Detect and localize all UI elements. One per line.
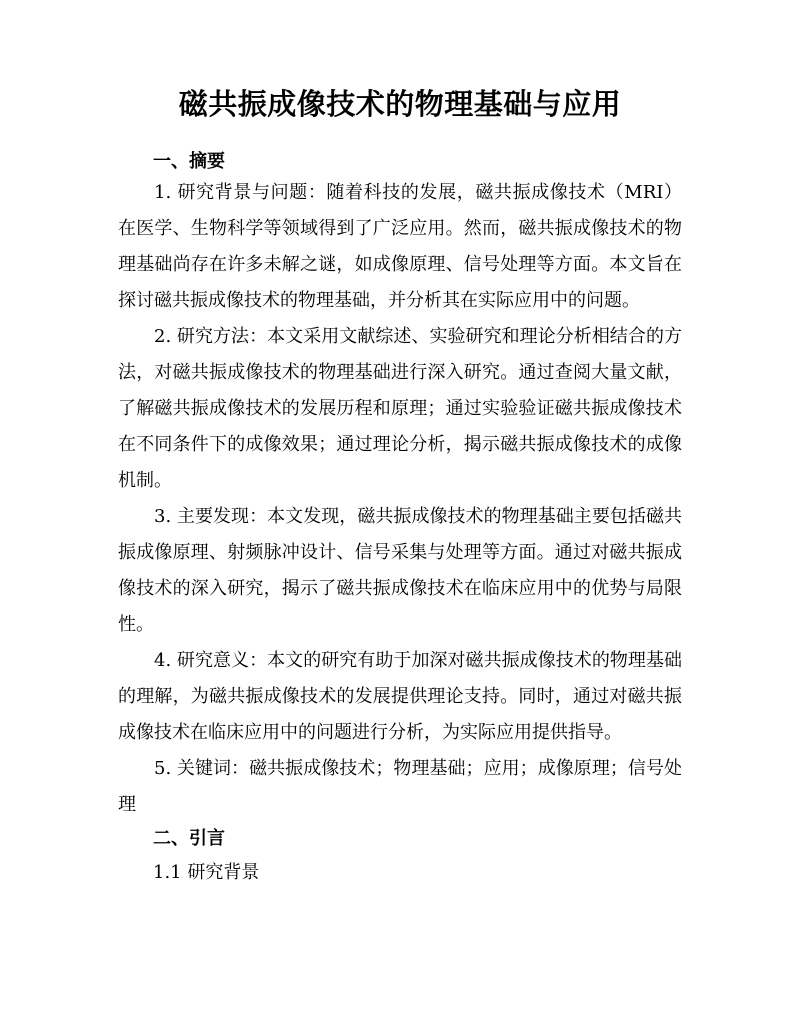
abstract-paragraph-findings: 3. 主要发现：本文发现，磁共振成像技术的物理基础主要包括磁共振成像原理、射频脉冲设计、信号采集与处理等方面。通过对磁共振成像技术的深入研究，揭示了磁共振成像技术在临床应用中的优势与局限性。 <box>118 506 682 635</box>
section-heading-abstract: 一、摘要 <box>153 151 225 172</box>
section-heading-introduction: 二、引言 <box>153 828 225 849</box>
abstract-paragraph-background: 1. 研究背景与问题：随着科技的发展，磁共振成像技术（MRI）在医学、生物科学等领域得到了广泛应用。然而，磁共振成像技术的物理基础尚存在许多未解之谜，如成像原理、信号处理等方面。本文旨在探讨磁共振成像技术的物理基础，并分析其在实际应用中的问题。 <box>118 182 682 311</box>
subsection-heading-background: 1.1 研究背景 <box>153 862 260 883</box>
abstract-paragraph-significance: 4. 研究意义：本文的研究有助于加深对磁共振成像技术的物理基础的理解，为磁共振成像技术的发展提供理论支持。同时，通过对磁共振成像技术在临床应用中的问题进行分析，为实际应用提供指导。 <box>118 650 682 743</box>
document-title: 磁共振成像技术的物理基础与应用 <box>178 87 622 121</box>
abstract-paragraph-method: 2. 研究方法：本文采用文献综述、实验研究和理论分析相结合的方法，对磁共振成像技术的物理基础进行深入研究。通过查阅大量文献，了解磁共振成像技术的发展历程和原理；通过实验验证磁共振成像技术在不同条件下的成像效果；通过理论分析，揭示磁共振成像技术的成像机制。 <box>118 326 682 491</box>
abstract-paragraph-keywords: 5. 关键词：磁共振成像技术；物理基础；应用；成像原理；信号处理 <box>118 758 682 815</box>
